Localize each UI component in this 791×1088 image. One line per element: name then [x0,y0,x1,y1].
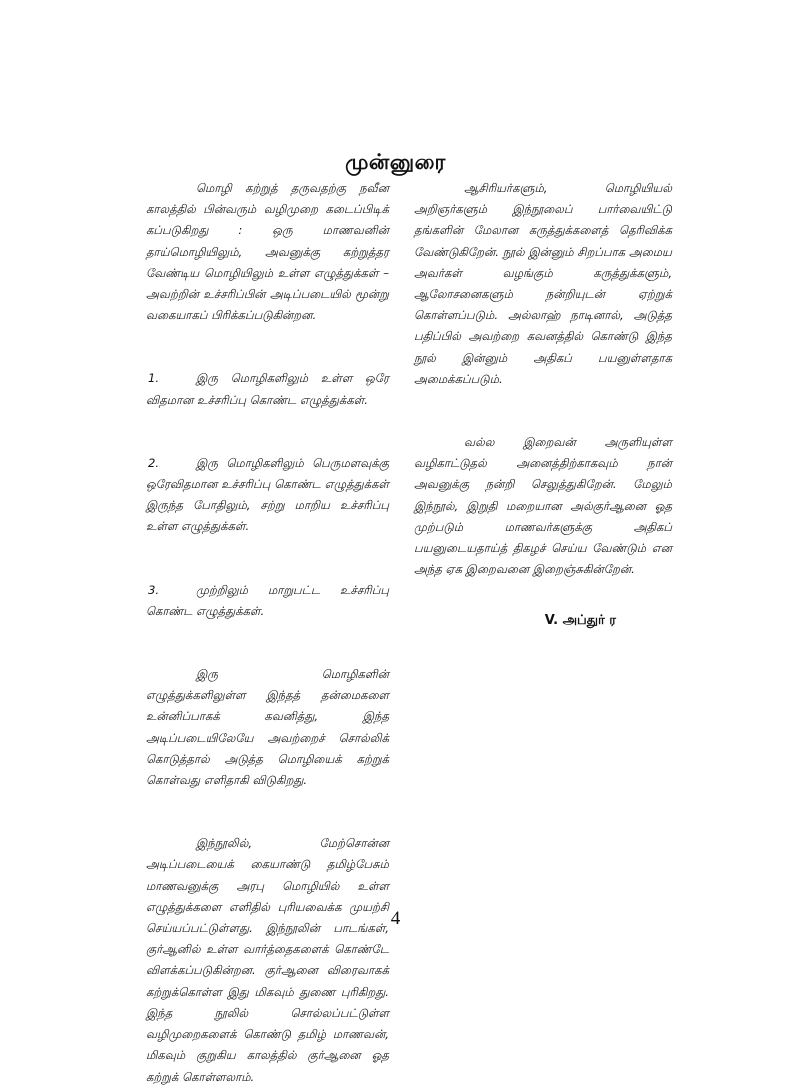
method-paragraph: இரு மொழிகளின் எழுத்துக்களிலுள்ள இந்தத் தன்மைகளை உன்னிப்பாகக் கவனித்து, இந்த அடிப்படையிலேயே அவற்றைச் சொல்லிக் கொடுத்தால் அடுத்த மொழியைக் கற்றுக் கொள்வது எளிதாகி விடுகிறது. [146,667,389,788]
list-item-3-number: 3. [148,582,160,597]
left-column [146,178,389,1088]
list-item-3 [146,580,389,622]
book-description-paragraph: இந்நூலில், மேற்சொன்ன அடிப்படையைக் கையாண்டு தமிழ்பேசும் மாணவனுக்கு அரபு மொழியில் உள்ள எழுத்துக்களை எளிதில் புரியவைக்க முயற்சி செய்யப்பட்டுள்ளது. இந்நூலின் பாடங்கள், குர்ஆனில் உள்ள வார்த்தைகளைக் கொண்டே விளக்கப்படுகின்றன. குர்ஆனை விரைவாகக் கற்றுக்கொள்ள இது மிகவும் துணை புரிகிறது. இந்த நூலில் சொல்லப்பட்டுள்ள வழிமுறைகளைக் கொண்டு தமிழ் மாணவன், மிகவும் குறுகிய காலத்தில் குர்ஆனை ஓத கற்றுக் கொள்ளலாம். [146,836,389,1084]
intro-paragraph: மொழி கற்றுத் தருவதற்கு நவீன காலத்தில் பின்வரும் வழிமுறை கடைப்பிடிக் கப்படுகிறது : ஒரு மாணவனின் தாய்மொழியிலும், அவனுக்கு கற்றுத்தர வேண்டிய மொழியிலும் உள்ள எழுத்துக்கள் – அவற்றின் உச்சரிப்பின் அடிப்படையில் மூன்று வகையாகப் பிரிக்கப்படுகின்றன. [146,181,389,323]
page-number: 4 [390,908,401,929]
list-item-1 [146,368,389,410]
gratitude-paragraph: வல்ல இறைவன் அருளியுள்ள வழிகாட்டுதல் அனைத்திற்காகவும் நான் அவனுக்கு நன்றி செலுத்துகிறேன். மேலும் இந்நூல், இறுதி மறையான அல்குர்ஆனை ஓத முற்படும் மாணவர்களுக்கு அதிகப் பயனுடையதாய்த் திகழச் செய்ய வேண்டும் என அந்த ஏக இறைவனை இறைஞ்சுகின்றேன். [414,435,672,577]
list-item-2 [146,453,389,538]
right-column [414,178,672,632]
feedback-paragraph: ஆசிரியர்களும், மொழியியல் அறிஞர்களும் இந்நூலைப் பார்வையிட்டு தங்களின் மேலான கருத்துக்களைத் தெரிவிக்க வேண்டுகிறேன். நூல் இன்னும் சிறப்பாக அமைய அவர்கள் வழங்கும் கருத்துக்களும், ஆலோசனைகளும் நன்றியுடன் ஏற்றுக் கொள்ளப்படும். அல்லாஹ் நாடினால், அடுத்த பதிப்பில் அவற்றை கவனத்தில் கொண்டு இந்த நூல் இன்னும் அதிகப் பயனுள்ளதாக அமைக்கப்படும். [414,181,672,386]
author-signature: V. அப்துர் ர [544,613,616,629]
page-title: முன்னுரை [345,150,446,174]
list-item-2-text: இரு மொழிகளிலும் பெருமளவுக்கு ஒரேவிதமான உச்சரிப்பு கொண்ட எழுத்துக்கள் இருந்த போதிலும், சற்று மாறிய உச்சரிப்பு உள்ள எழுத்துக்கள். [146,455,389,534]
list-item-2-number: 2. [148,455,160,470]
list-item-1-number: 1. [148,371,160,386]
list-item-3-text: முற்றிலும் மாறுபட்ட உச்சரிப்பு கொண்ட எழுத்துக்கள். [146,582,389,618]
list-item-1-text: இரு மொழிகளிலும் உள்ள ஒரே விதமான உச்சரிப்பு கொண்ட எழுத்துக்கள். [146,371,389,407]
